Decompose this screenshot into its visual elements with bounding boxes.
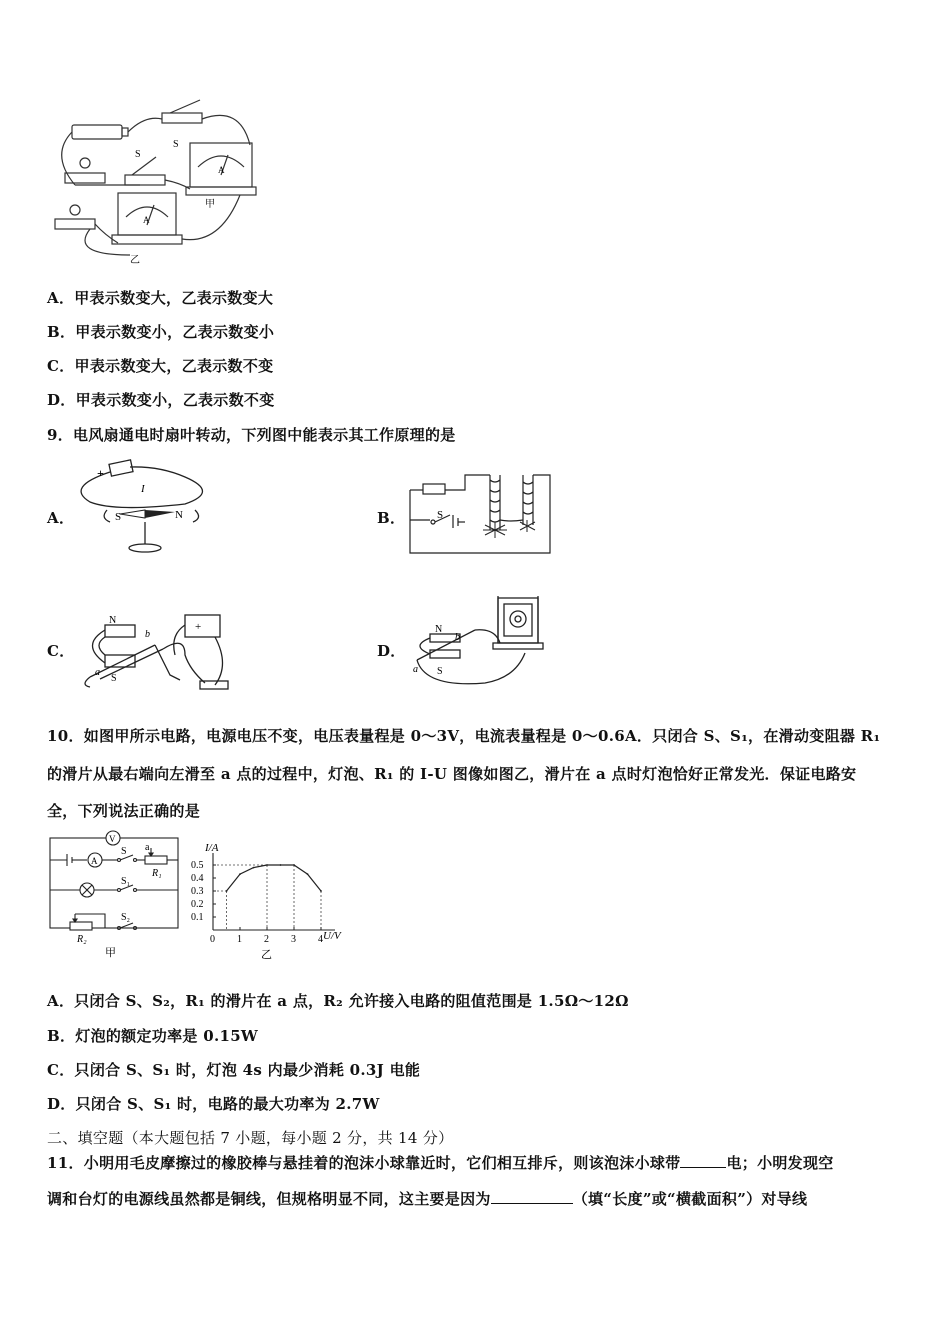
iu-y-tick-0.2: 0.2 — [191, 899, 204, 910]
q10-r2-label: R₂ — [77, 934, 87, 945]
q10-stem-line2: 的滑片从最右端向左滑至 a 点的过程中，灯泡、R₁ 的 I-U 图像如图乙，滑片在 a 点时灯泡恰好正常发光．保证电路安 — [47, 765, 857, 783]
iu-point-0 — [226, 890, 228, 892]
q9c-b-label: b — [145, 629, 150, 640]
q10-circuit-caption: 甲 — [105, 947, 116, 959]
iu-point-4 — [280, 864, 282, 866]
q10-stem-line1: 10．如图甲所示电路，电源电压不变，电压表量程是 0～3V，电流表量程是 0～0.6A．只闭合 S、S₁，在滑动变阻器 R₁ — [47, 727, 881, 745]
section-2-heading: 二、填空题（本大题包括 7 小题，每小题 2 分，共 14 分） — [47, 1129, 454, 1147]
iu-point-3 — [266, 864, 268, 866]
iu-curve-line — [227, 865, 322, 891]
iu-point-1 — [239, 873, 241, 875]
q8-fig-jia: 甲 — [205, 199, 215, 210]
iu-x-tick-2: 2 — [264, 934, 269, 945]
q8-fig-yi: 乙 — [130, 255, 140, 265]
q8-option-d: D．甲表示数变小，乙表示数不变 — [47, 391, 275, 409]
q9-label-d: D． — [377, 642, 406, 660]
q10-s1-label: S₁ — [121, 876, 131, 887]
q10-iu-graph — [183, 835, 358, 965]
q9d-s-label: S — [437, 666, 443, 677]
iu-x-tick-4: 4 — [318, 934, 323, 945]
q9c-n-label: N — [109, 615, 117, 626]
q8-fig-meter-a-1: A — [218, 165, 225, 175]
iu-point-6 — [307, 873, 309, 875]
iu-point-2 — [253, 867, 255, 869]
q10-a-point-label: a — [145, 842, 150, 853]
q9-figure-a — [75, 452, 215, 558]
q9a-s-label: S — [115, 511, 122, 523]
q9a-plus: + — [97, 466, 104, 480]
q8-option-c: C．甲表示数变大，乙表示数不变 — [47, 357, 274, 375]
q9d-a-label: a — [413, 664, 418, 675]
q10-s2-label: S₂ — [121, 912, 131, 923]
iu-x-tick-3: 3 — [291, 934, 296, 945]
q9-label-a: A． — [47, 509, 75, 527]
q9c-plus: + — [195, 621, 202, 633]
iu-x-tick-1: 1 — [237, 934, 242, 945]
iu-y-tick-0.3: 0.3 — [191, 886, 204, 897]
q9-label-b: B． — [377, 509, 406, 527]
q11-line1-text-b: 电；小明发现空 — [726, 1154, 834, 1172]
q9-figure-c — [75, 605, 235, 695]
iu-point-5 — [293, 864, 295, 866]
q11-line1 — [47, 1152, 834, 1173]
q9b-s-label: S — [437, 509, 444, 521]
q10-option-d: D．只闭合 S、S₁ 时，电路的最大功率为 2.7W — [47, 1095, 380, 1113]
iu-graph-xlabel: U/V — [323, 930, 341, 942]
q9a-current-label: I — [141, 483, 145, 495]
iu-graph-caption: 乙 — [261, 949, 272, 961]
q10-option-b: B．灯泡的额定功率是 0.15W — [47, 1027, 259, 1045]
q10-stem-line3: 全，下列说法正确的是 — [47, 802, 201, 820]
q9d-b-label: b — [455, 632, 460, 643]
iu-y-tick-0.5: 0.5 — [191, 860, 204, 871]
q11-line2 — [47, 1188, 807, 1209]
q8-fig-s1: S — [173, 139, 179, 150]
q11-blank-1[interactable] — [680, 1153, 726, 1168]
q11-blank-2[interactable] — [491, 1189, 573, 1204]
q8-option-b: B．甲表示数变小，乙表示数变小 — [47, 323, 275, 341]
q9c-s-label: S — [111, 673, 117, 684]
q9-stem: 9．电风扇通电时扇叶转动，下列图中能表示其工作原理的是 — [47, 426, 456, 444]
q9a-n-label: N — [175, 509, 183, 521]
q8-fig-meter-a-2: A — [143, 215, 150, 225]
q9-figure-d — [405, 588, 555, 693]
iu-x-tick-0: 0 — [210, 934, 215, 945]
q9-label-c: C． — [47, 642, 75, 660]
q10-voltmeter-label: V — [109, 834, 116, 844]
q11-line1-text-a: 11．小明用毛皮摩擦过的橡胶棒与悬挂着的泡沫小球靠近时，它们相互排斥，则该泡沫小球带 — [47, 1154, 681, 1172]
iu-y-tick-0.4: 0.4 — [191, 873, 204, 884]
q10-circuit-figure — [45, 830, 185, 960]
iu-graph-ylabel: I/A — [205, 842, 219, 854]
q10-option-c: C．只闭合 S、S₁ 时，灯泡 4s 内最少消耗 0.3J 电能 — [47, 1061, 421, 1079]
q11-line2-text-a: 调和台灯的电源线虽然都是铜线，但规格明显不同，这主要是因为 — [47, 1190, 491, 1208]
q9d-n-label: N — [435, 624, 443, 635]
q8-option-a: A．甲表示数变大，乙表示数变大 — [47, 289, 274, 307]
q8-fig-s2: S — [135, 149, 141, 160]
q10-ammeter-label: A — [91, 856, 98, 866]
q10-s-label: S — [121, 846, 127, 857]
iu-point-7 — [320, 890, 322, 892]
q10-option-a: A．只闭合 S、S₂，R₁ 的滑片在 a 点，R₂ 允许接入电路的阻值范围是 1.5Ω～12Ω — [47, 992, 629, 1010]
iu-y-tick-0.1: 0.1 — [191, 912, 204, 923]
q9-figure-b — [405, 470, 555, 560]
q11-line2-text-b: （填“长度”或“横截面积”）对导线 — [572, 1190, 808, 1208]
q10-r1-label: R₁ — [152, 868, 162, 879]
q8-circuit-figure — [50, 95, 270, 265]
q9c-a-label: a — [95, 667, 100, 678]
